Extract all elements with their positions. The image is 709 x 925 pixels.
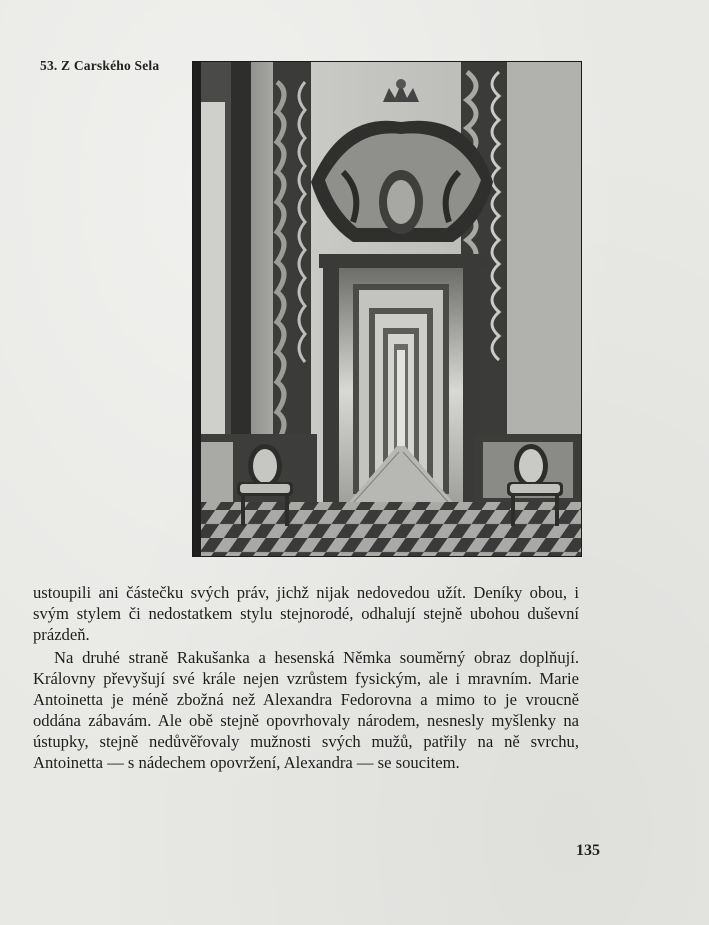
palace-enfilade-photo [193, 62, 581, 556]
page-number: 135 [576, 842, 600, 859]
figure-caption: 53. Z Carského Sela [40, 58, 160, 73]
paragraph-1: ustoupili ani částečku svých práv, jichž nijak nedovedou užít. Deníky obou, i svým stylem či nedostatkem stylu stejnorodé, odhalují stejně ubohou duševní prázdeň. [33, 583, 579, 644]
palace-enfilade-photo-icon [193, 62, 581, 556]
paragraph-2: Na druhé straně Rakušanka a hesenská Němka souměrný obraz doplňují. Královny převyšují své krále nejen vzrůstem fysickým, ale i mravním. Marie Antoinetta je méně zbožná než Alexandra Fedorovna a mimo to je vroucně oddána zábavám. Ale obě stejně opovrhovaly národem, nesnesly myšlenky na ústupky, stejně nedůvěřovaly mužnosti svých mužů, patřily na ně svrchu, Antoinetta — s nádechem opovržení, Alexandra — se soucitem. [33, 648, 579, 772]
body-text [33, 582, 579, 773]
